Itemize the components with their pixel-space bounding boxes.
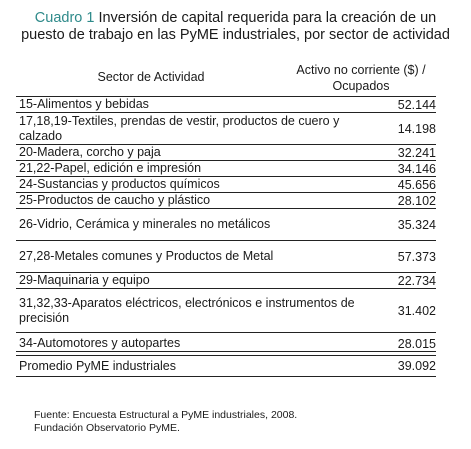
- row-sector: 24-Sustancias y productos químicos: [19, 177, 220, 191]
- table-header: [16, 56, 436, 96]
- row-value: 45.656: [397, 177, 436, 192]
- header-value: [286, 62, 436, 94]
- source-line2: Fundación Observatorio PyME.: [34, 422, 180, 434]
- header-value-line2: Ocupados: [332, 79, 390, 93]
- table-total-row: [16, 355, 436, 377]
- row-sector: 20-Madera, corcho y paja: [19, 145, 161, 159]
- row-sector: 17,18,19-Textiles, prendas de vestir, productos de cuero y calzado: [19, 113, 340, 143]
- row-sector: 29-Maquinaria y equipo: [19, 273, 150, 287]
- table-row: [16, 273, 436, 289]
- source-note: [34, 409, 297, 435]
- table-row: [16, 336, 436, 352]
- caption-title-line1: Inversión de capital requerida para la creación de un: [98, 10, 437, 26]
- row-sector: 15-Alimentos y bebidas: [19, 97, 149, 111]
- row-value: 22.734: [397, 273, 436, 288]
- row-value: 32.241: [397, 145, 436, 160]
- header-value-line1: Activo no corriente ($) /: [296, 63, 426, 77]
- total-label: Promedio PyME industriales: [19, 358, 177, 373]
- row-sector: 25-Productos de caucho y plástico: [19, 193, 211, 207]
- table-row: [16, 145, 436, 161]
- table-row: [16, 161, 436, 177]
- table-row: [16, 113, 436, 145]
- header-sector: Sector de Actividad: [97, 70, 205, 84]
- caption-label: Cuadro 1: [34, 10, 95, 26]
- table-row: [16, 177, 436, 193]
- row-value: 57.373: [397, 249, 436, 264]
- row-value: 35.324: [397, 217, 436, 232]
- row-value: 31.402: [397, 303, 436, 318]
- total-value: 39.092: [397, 359, 436, 373]
- row-sector: 26-Vidrio, Cerámica y minerales no metálicos: [19, 217, 271, 231]
- row-value: 52.144: [397, 97, 436, 112]
- data-table: [16, 56, 436, 377]
- table-row: [16, 241, 436, 273]
- row-value: 34.146: [397, 161, 436, 176]
- table-row: [16, 193, 436, 209]
- row-sector: 34-Automotores y autopartes: [19, 336, 181, 350]
- source-line1: Fuente: Encuesta Estructural a PyME industriales, 2008.: [34, 409, 298, 421]
- row-sector: 21,22-Papel, edición e impresión: [19, 161, 202, 175]
- table-row: [16, 97, 436, 113]
- table-row: [16, 289, 436, 333]
- table-caption: [0, 10, 471, 44]
- row-value: 28.015: [397, 336, 436, 351]
- row-value: 14.198: [397, 121, 436, 136]
- caption-title-line2: puesto de trabajo en las PyME industriales, por sector de actividad: [21, 27, 450, 43]
- row-sector: 27,28-Metales comunes y Productos de Metal: [19, 249, 274, 263]
- table-row: [16, 209, 436, 241]
- row-value: 28.102: [397, 193, 436, 208]
- row-sector: 31,32,33-Aparatos eléctricos, electrónicos e instrumentos de precisión: [19, 295, 355, 325]
